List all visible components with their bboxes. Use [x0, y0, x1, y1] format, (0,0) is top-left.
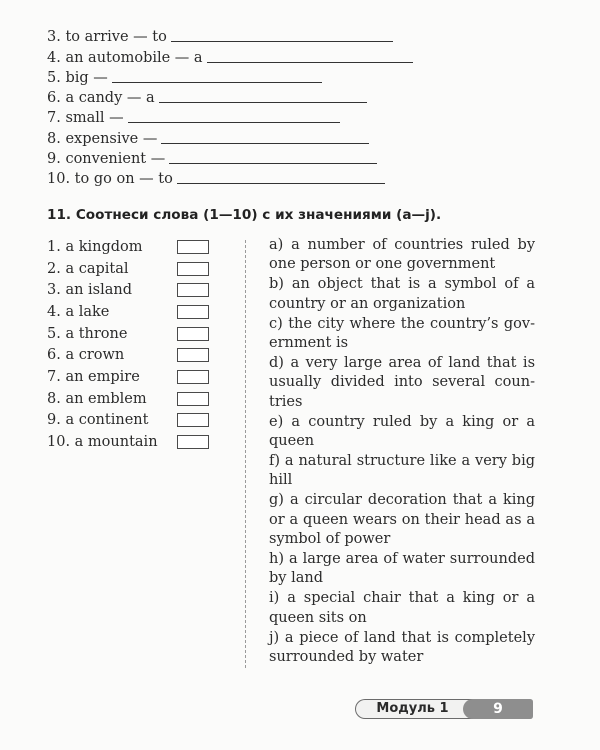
definition-item: e) a country ruled by a king or a queen [269, 413, 535, 450]
fill-in-row [47, 68, 447, 88]
word-label: 9. a continent [47, 412, 149, 429]
answer-box[interactable] [177, 392, 209, 406]
word-label: 8. an emblem [47, 390, 147, 407]
answer-line[interactable] [112, 81, 322, 83]
word-label: 10. a mountain [47, 434, 158, 451]
words-column [47, 236, 217, 453]
answer-box[interactable] [177, 262, 209, 276]
item-text: 5. big — [47, 69, 108, 86]
word-row [47, 431, 217, 453]
definition-item: g) a circular decoration that a king or a queen wears on their head as a symbol of power [269, 492, 536, 548]
word-row [47, 388, 217, 410]
word-row [47, 236, 217, 258]
item-text: 4. an automobile — a [47, 49, 203, 66]
word-row [47, 323, 217, 345]
answer-box[interactable] [177, 283, 209, 297]
word-row [47, 366, 217, 388]
definitions-column [269, 236, 535, 668]
page-number: 9 [463, 699, 533, 719]
word-label: 5. a throne [47, 325, 128, 342]
item-text: 8. expensive — [47, 130, 158, 147]
word-label: 6. a crown [47, 347, 125, 364]
task-number: 11. [47, 207, 72, 223]
word-row [47, 344, 217, 366]
answer-box[interactable] [177, 240, 209, 254]
answer-line[interactable] [207, 61, 413, 63]
page-footer [355, 699, 533, 721]
answer-line[interactable] [169, 162, 377, 164]
word-label: 1. a kingdom [47, 238, 143, 255]
definition-item: b) an object that is a symbol of a country or an organization [269, 276, 536, 312]
item-text: 10. to go on — to [47, 171, 173, 188]
answer-box[interactable] [177, 305, 209, 319]
item-text: 3. to arrive — to [47, 29, 167, 46]
fill-in-row [47, 169, 447, 189]
item-text: 7. small — [47, 110, 124, 127]
task-instruction: Соотнеси слова (1—10) с их значениями (a—j). [75, 207, 442, 223]
word-row [47, 279, 217, 301]
answer-line[interactable] [171, 40, 393, 42]
word-row [47, 410, 217, 432]
answer-line[interactable] [159, 101, 367, 103]
fill-in-row [47, 88, 447, 108]
definition-item: c) the city where the country’s government is [269, 315, 536, 352]
answer-box[interactable] [177, 348, 209, 362]
module-label: Модуль 1 [355, 699, 475, 719]
answer-box[interactable] [177, 435, 209, 449]
column-divider [245, 240, 246, 668]
answer-line[interactable] [161, 142, 369, 144]
word-label: 3. an island [47, 282, 133, 299]
definition-item: d) a very large area of land that is usually divided into several countries [269, 354, 536, 410]
word-row [47, 258, 217, 280]
task-heading [47, 207, 441, 223]
definition-item: h) a large area of water surrounded by land [269, 551, 535, 587]
answer-box[interactable] [177, 413, 209, 427]
fill-in-row [47, 27, 447, 47]
definition-item: a) a number of countries ruled by one person or one government [269, 237, 536, 273]
word-label: 7. an empire [47, 368, 140, 385]
word-label: 4. a lake [47, 303, 110, 320]
answer-line[interactable] [177, 182, 385, 184]
answer-box[interactable] [177, 327, 209, 341]
definition-item: i) a special chair that a king or a queen sits on [269, 590, 536, 626]
word-row [47, 301, 217, 323]
answer-box[interactable] [177, 370, 209, 384]
fill-in-list [47, 27, 447, 189]
definition-item: f) a natural structure like a very big hill [269, 452, 535, 489]
fill-in-row [47, 149, 447, 169]
fill-in-row [47, 108, 447, 128]
item-text: 9. convenient — [47, 151, 166, 168]
item-text: 6. a candy — a [47, 90, 155, 107]
fill-in-row [47, 128, 447, 148]
answer-line[interactable] [128, 121, 340, 123]
fill-in-row [47, 47, 447, 67]
word-label: 2. a capital [47, 260, 129, 277]
definition-item: j) a piece of land that is completely surrounded by water [269, 629, 536, 666]
